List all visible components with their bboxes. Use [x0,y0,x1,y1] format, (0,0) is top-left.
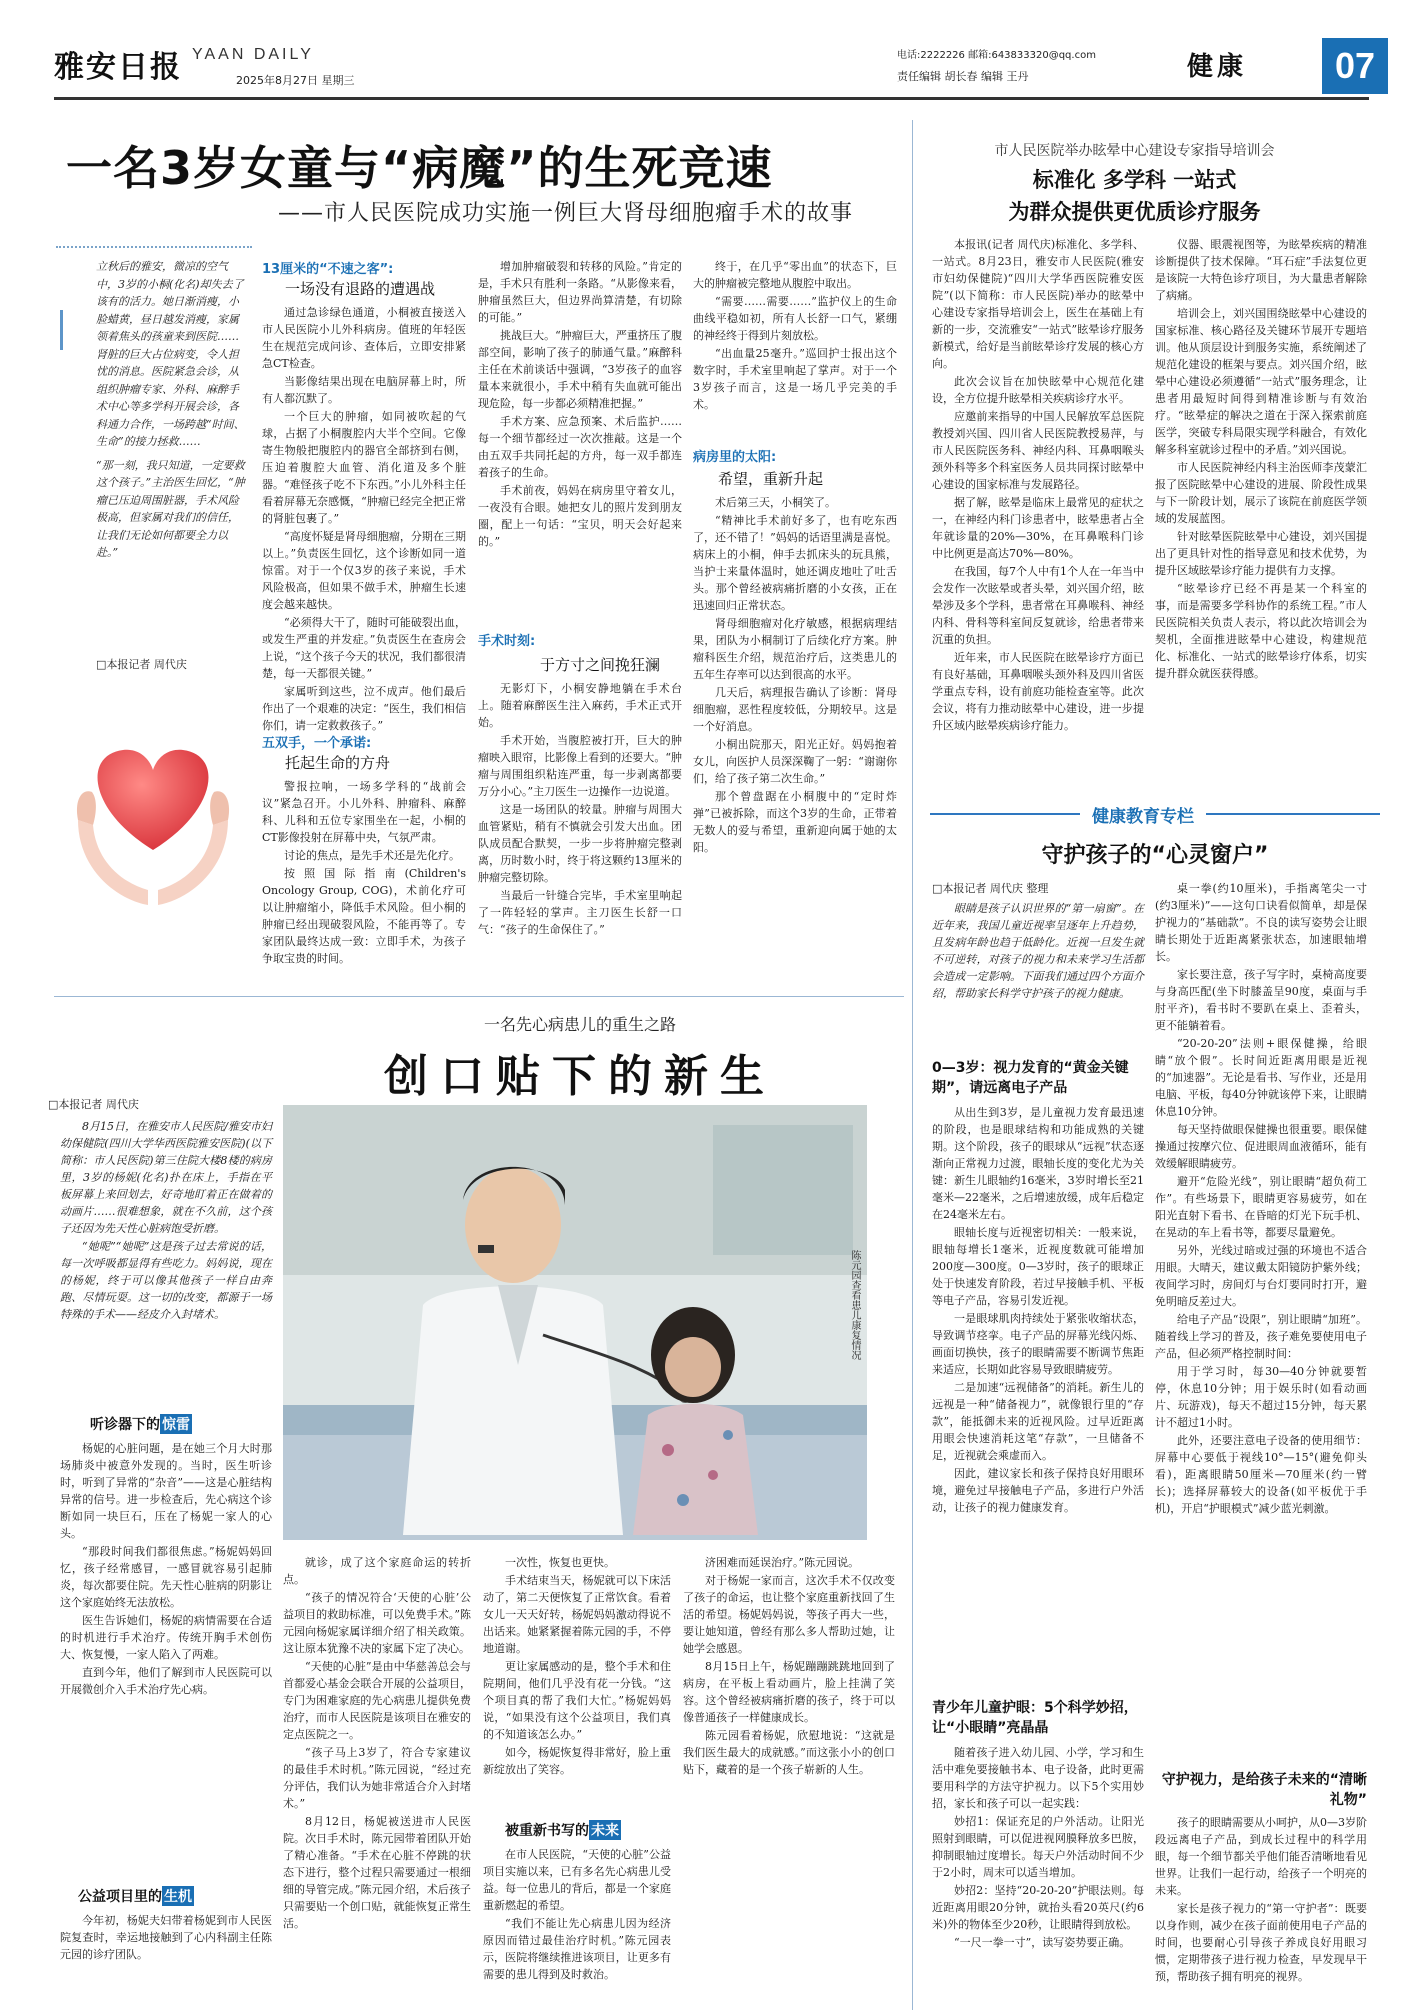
intro-quote: “那一刻，我只知道，一定要救这个孩子。”主治医生回忆，“肿瘤已压迫周围脏器，手术风险极高，但家属对我们的信任，让我们无论如何都要全力以赴。” [96,458,245,559]
paragraph: 那个曾盘踞在小桐腹中的“定时炸弹”已被拆除，而这个3岁的生命，正带着无数人的爱与希望，重新迎向属于她的太阳。 [693,790,897,854]
masthead [54,38,1376,100]
story2-subhead-3 [505,1820,621,1840]
paragraph: “眩晕诊疗已经不再是某一个科室的事，而是需要多学科协作的系统工程。”市人民医院相关负责人表示，将以此次培训会为契机，全面推进眩晕中心建设，构建规范化、标准化、一站式的眩晕诊疗体系，切实提升群众就医获得感。 [1155,582,1367,680]
paragraph: “必须得大干了，随时可能破裂出血，或发生严重的并发症。”负责医生在查房会上说，“这个孩子今天的状况，我们都很清楚，每一天都很关键。” [262,616,466,680]
subhead-highlight: 生机 [162,1886,194,1906]
main-subhead-1: 一场没有退路的遭遇战 [285,280,436,298]
main-col-1 [262,304,466,732]
main-subhead-4-kicker: 病房里的太阳: [693,450,777,465]
story2-col-1b [60,1912,272,1992]
paragraph: 直到今年，他们了解到市人民医院可以开展微创介入手术治疗先心病。 [60,1666,272,1696]
photo-caption: 陈元园查看患儿康复情况 [849,1250,860,1360]
intro-text [96,258,246,678]
subhead-highlight: 惊雷 [160,1414,192,1434]
paragraph: 家长要注意，孩子写字时，桌椅高度要与身高匹配(坐下时膝盖呈90度，桌面与手肘平齐)，看书时不要趴在桌上、歪着头，更不能躺着看。 [1155,968,1367,1032]
health-col-1b [932,1744,1144,1994]
subhead-text: 公益项目里的 [78,1889,162,1905]
paragraph: 近年来，市人民医院在眩晕诊疗方面已有良好基础，耳鼻咽喉头颈外科及四川省医学重点专科，设有前庭功能检查室等。此次会议，将有力推动眩晕中心建设，进一步提升区域内眩晕疾病诊疗能力。 [932,651,1144,732]
sidebar-headline [962,164,1307,228]
intro-paragraph: 立秋后的雅安，微凉的空气中，3岁的小桐(化名)却失去了该有的活力。她日渐消瘦，小脸蜡黄，昼日越发消瘦，家属领着焦头的孩童来到医院……肾脏的巨大占位病变，令人担忧的消息。医院紧急会诊，从组织肿瘤专家、外科、麻醉手术中心等多学科开展会诊，各科通力合作，一场跨越“时间、生命”的接力拯救…… [96,260,245,448]
paragraph: 更让家属感动的是，整个手术和住院期间，他们几乎没有花一分钱。“这个项目真的帮了我们大忙。”杨妮妈妈说，“如果没有这个公益项目，我们真的不知道该怎么办。” [483,1660,671,1741]
paragraph: 8月12日，杨妮被送进市人民医院。次日手术时，陈元园带着团队开始了精心准备。“手术在心脏不停跳的状态下进行，整个过程只需要通过一根细细的导管完成。”陈元园介绍，术后孩子只需要贴一个创口贴，就能恢复正常生活。 [283,1815,471,1930]
paragraph: “出血量25毫升。”巡回护士报出这个数字时，手术室里响起了掌声。对于一个3岁孩子而言，这是一场几乎完美的手术。 [693,347,897,411]
paragraph: 此外，还要注意电子设备的使用细节：屏幕中心要低于视线10°—15°(避免仰头看)，距离眼睛50厘米—70厘米(约一臂长)；选择屏幕较大的设备(如平板优于手机)，开启“护眼模式”减少蓝光刺激。 [1155,1434,1367,1515]
paragraph: 当影像结果出现在电脑屏幕上时，所有人都沉默了。 [262,375,466,405]
sidebar-headline-line2: 为群众提供更优质诊疗服务 [1008,200,1261,224]
paragraph: 讨论的焦点，是先手术还是先化疗。 [284,849,460,862]
paragraph: 仪器、眼震视图等，为眩晕疾病的精准诊断提供了技术保障。“耳石症”手法复位更是该院一大特色诊疗项目，为大量患者解除了病痛。 [1155,238,1367,302]
paragraph: “孩子马上3岁了，符合专家建议的最佳手术时机。”陈元园说，“经过充分评估，我们认为她非常适合介入封堵术。” [283,1746,471,1810]
main-col-3 [693,258,897,433]
paragraph: 一是眼球肌肉持续处于紧张收缩状态，导致调节痉挛。电子产品的屏幕光线闪烁、画面切换快，孩子的眼睛需要不断调节焦距来适应，长期如此容易导致眼睛疲劳。 [932,1312,1144,1376]
newspaper-english-name: YAAN DAILY [192,46,314,63]
main-subhead-4: 希望，重新升起 [718,470,824,488]
health-intro [932,900,1144,1050]
quote-bar [60,310,84,350]
paragraph: 增加肿瘤破裂和转移的风险。”肯定的是，手术只有胜利一条路。“从影像来看，肿瘤虽然巨大，但边界尚算清楚，有切除的可能。” [478,260,682,324]
health-section-2-title: 青少年儿童护眼：5个科学妙招，让“小眼睛”亮晶晶 [932,1700,1138,1736]
paragraph: 因此，建议家长和孩子保持良好用眼环境，避免过早接触电子产品，多进行户外活动，让孩子的视力健康发育。 [932,1467,1144,1514]
paragraph: 孩子的眼睛需要从小呵护，从0—3岁阶段远离电子产品，到成长过程中的科学用眼，每一个细节都关乎他们能否清晰地看见世界。让我们一起行动，给孩子一个明亮的未来。 [1155,1816,1367,1897]
paragraph: “需要……需要……”监护仪上的生命曲线平稳如初，所有人长舒一口气，紧绷的神经终于得到片刻放松。 [693,295,897,342]
health-column-headline: 守护孩子的“心灵窗户” [1041,843,1269,868]
story2-byline: □本报记者 周代庆 [48,1098,139,1111]
paragraph: “她呢”“她呢”这是孩子过去常说的话，每一次呼吸都显得有些吃力。妈妈说，现在的杨妮，终于可以像其他孩子一样自由奔跑、尽情玩耍。这一切的改变，都源于一场特殊的手术——经皮介入封堵术。 [60,1240,272,1321]
column-divider [912,120,913,2010]
paragraph: 据了解，眩晕是临床上最常见的症状之一，在神经内科门诊患者中，眩晕患者占全年就诊量的20%—30%，在耳鼻喉科门诊中比例更是高达70%—80%。 [932,496,1144,560]
sidebar-col-1 [932,236,1144,788]
story2-col-3b [483,1846,671,1994]
story2-col-2 [283,1554,471,1994]
main-subhead-2: 托起生命的方舟 [285,754,391,772]
health-column-label: 健康教育专栏 [1080,802,1206,827]
paragraph: 手术结束当天，杨妮就可以下床活动了，第二天便恢复了正常饮食。看着女儿一天天好转，杨妮妈妈激动得说不出话来。她紧紧握着陈元园的手，不停地道谢。 [483,1574,671,1655]
sidebar-kicker: 市人民医院举办眩晕中心建设专家指导培训会 [994,143,1275,159]
story2-photo [283,1105,867,1540]
health-col-2 [1155,880,1367,1760]
health-col-1 [932,1104,1144,1684]
issue-date: 2025年8月27日 星期三 [236,74,355,87]
paragraph: 肾母细胞瘤对化疗敏感，根据病理结果，团队为小桐制订了后续化疗方案。肿瘤科医生介绍，规范治疗后，这类患儿的五年生存率可以达到很高的水平。 [693,617,897,681]
main-subheadline: ——市人民医院成功实施一例巨大肾母细胞瘤手术的故事 [278,201,854,226]
paragraph: 终于，在几乎“零出血”的状态下，巨大的肿瘤被完整地从腹腔中取出。 [693,260,897,290]
main-col-1b [262,778,466,983]
paragraph: 妙招2：坚持“20-20-20”护眼法则。每近距离用眼20分钟，就抬头看20英尺(约6米)外的物体至少20秒，让眼睛得到放松。 [932,1884,1144,1931]
paragraph: 济困难而延误治疗。”陈元园说。 [705,1556,860,1569]
paragraph: 针对眩晕医院眩晕中心建设，刘兴国提出了更具针对性的指导意见和技术优势，为提升区域眩晕诊疗能力提供有力支撑。 [1155,530,1367,577]
subhead-text: 听诊器下的 [90,1417,160,1433]
paragraph: 家属听到这些，泣不成声。他们最后作出了一个艰难的决定：“医生，我们相信你们，请一定救救孩子。” [262,685,466,732]
main-subhead-3: 于方寸之间挽狂澜 [540,656,661,674]
paragraph: 妙招1：保证充足的户外活动。让阳光照射到眼睛，可以促进视网膜释放多巴胺，抑制眼轴过度增长。每天户外活动时间不少于2小时，周末可以适当增加。 [932,1815,1144,1879]
paragraph: 每天坚持做眼保健操也很重要。眼保健操通过按摩穴位、促进眼周血液循环，能有效缓解眼睛疲劳。 [1155,1123,1367,1170]
subhead-text: 被重新书写的 [505,1823,589,1839]
editor-credits: 责任编辑 胡长春 编辑 王丹 [897,70,1029,83]
main-byline: □本报记者 周代庆 [96,658,187,671]
doctor-with-child-photo [283,1105,867,1540]
main-col-3b [693,494,897,982]
main-headline: 一名3岁女童与“病魔”的生死竞速 [66,141,773,195]
health-section-1-title: 0—3岁：视力发育的“黄金关键期”，请远离电子产品 [932,1060,1129,1096]
paragraph: 另外，光线过暗或过强的环境也不适合用眼。大晴天，建议戴太阳镜防护紫外线；夜间学习时，房间灯与台灯要同时打开，避免明暗反差过大。 [1155,1244,1367,1308]
paragraph: 这是一场团队的较量。肿瘤与周围大血管紧贴，稍有不慎就会引发大出血。团队成员配合默契，一步一步将肿瘤完整剥离，历时数小时，终于将这颗约13厘米的肿瘤完整切除。 [478,803,682,884]
paragraph: 手术前夜，妈妈在病房里守着女儿，一夜没有合眼。她把女儿的照片发到朋友圈，配上一句话：“宝贝，明天会好起来的。” [478,484,682,548]
main-col-2b [478,680,682,982]
paragraph: 医生告诉她们，杨妮的病情需要在合适的时机进行手术治疗。传统开胸手术创伤大、恢复慢，一家人陷入了两难。 [60,1614,272,1661]
paragraph: 8月15日，在雅安市人民医院/雅安市妇幼保健院(四川大学华西医院雅安医院)(以下简称：市人民医院)第三住院大楼8楼的病房里，3岁的杨妮(化名)扑在床上，手指在平板屏幕上来回划去，好奇地盯着正在做着的动画片……很难想象，就在不久前，这个孩子还因为先天性心脏病饱受折磨。 [60,1120,272,1235]
section-name: 健康 [1187,52,1248,82]
story2-col-4 [683,1554,895,1994]
main-subhead-3-kicker: 手术时刻: [478,634,536,649]
paragraph: 杨妮的心脏问题，是在她三个月大时那场肺炎中被意外发现的。当时，医生听诊时，听到了异常的“杂音”——这是心脏结构异常的信号。进一步检查后，先心病这个诊断如同一块巨石，压在了杨妮一家人的心头。 [60,1442,272,1540]
paragraph: 桌一拳(约10厘米)，手指离笔尖一寸(约3厘米)”——这句口诀看似简单，却是保护视力的“基础款”。不良的读写姿势会让眼睛长期处于近距离紧张状态，加速眼轴增长。 [1155,882,1367,963]
story2-col-1 [60,1440,272,1872]
subhead-highlight: 未来 [589,1820,621,1840]
story-divider [54,996,904,997]
paragraph: 陈元园看着杨妮，欣慰地说：“这就是我们医生最大的成就感。”而这张小小的创口贴下，藏着的是一个孩子崭新的人生。 [683,1729,895,1776]
paragraph: “精神比手术前好多了，也有吃东西了，还不错了！”妈妈的话语里满是喜悦。病床上的小桐，伸手去抓床头的玩具熊，当护士来量体温时，她还调皮地吐了吐舌头。那个曾经被病痛折磨的小女孩，正在迅速回归正常状态。 [693,514,897,612]
paragraph: 家长是孩子视力的“第一守护者”：既要以身作则，减少在孩子面前使用电子产品的时间，也要耐心引导孩子养成良好用眼习惯，定期带孩子进行视力检查，早发现早干预，帮助孩子拥有明亮的视界。 [1155,1902,1367,1983]
paragraph: 避开“危险光线”，别让眼睛“超负荷工作”。有些场景下，眼睛更容易疲劳，如在阳光直射下看书、在昏暗的灯光下玩手机、在晃动的车上看书等，都要尽量避免。 [1155,1175,1367,1239]
paragraph: “高度怀疑是肾母细胞瘤，分期在三期以上。”负责医生回忆，这个诊断如同一道惊雷。对于一个仅3岁的孩子来说，手术风险极高，但如果不做手术，肿瘤生长速度会越来越快。 [262,530,466,611]
paragraph: 随着孩子进入幼儿园、小学，学习和生活中难免要接触书本、电子设备，此时更需要用科学的方法守护视力。以下5个实用妙招，家长和孩子可以一起实践： [932,1746,1144,1810]
paragraph: 如今，杨妮恢复得非常好，脸上重新绽放出了笑容。 [483,1746,671,1776]
story2-headline: 创口贴下的新生 [384,1051,776,1102]
paragraph: 手术方案、应急预案、术后监护……每一个细节都经过一次次推敲。这是一个由五双手共同托起的方舟，每一双手都连着孩子的生命。 [478,415,682,479]
health-byline: □本报记者 周代庆 整理 [932,882,1049,895]
paragraph: 挑战巨大。“肿瘤巨大，严重挤压了腹部空间，影响了孩子的肺通气量。”麻醉科主任在术前谈话中强调，“3岁孩子的血容量本来就很小，手术中稍有失血就可能出现危险，每一步都必须精准把握。” [478,329,682,410]
main-subhead-2-kicker: 五双手，一个承诺: [262,736,372,751]
paragraph: 市人民医院神经内科主治医师李茂蒙汇报了医院眩晕中心建设的进展、阶段性成果与下一阶段计划，展示了该院在前庭医学领域的发展蓝图。 [1155,461,1367,525]
paragraph: 警报拉响，一场多学科的“战前会议”紧急召开。小儿外科、肿瘤科、麻醉科、儿科和五位专家围坐在一起，小桐的CT影像投射在屏幕中央，气氛严肃。 [262,780,466,844]
paragraph: 通过急诊绿色通道，小桐被直接送入市人民医院小儿外科病房。值班的年轻医生在规范完成问诊、查体后，立即安排紧急CT检查。 [262,306,466,370]
paragraph: 8月15日上午，杨妮蹦蹦跳跳地回到了病房，在平板上看动画片，脸上挂满了笑容。这个曾经被病痛折磨的孩子，终于可以像普通孩子一样健康成长。 [683,1660,895,1724]
contact-info: 电话:2222226 邮箱:643833320@qq.com [897,50,1096,61]
paragraph: “孩子的情况符合‘天使的心脏’公益项目的救助标准，可以免费手术。”陈元园向杨妮家属详细介绍了相关政策。这让原本犹豫不决的家属下定了决心。 [283,1591,471,1655]
story2-intro [60,1118,272,1403]
paragraph: “20-20-20”法则+眼保健操，给眼睛“放个假”。长时间近距离用眼是近视的“加速器”。无论是看书、写作业，还是用电脑、平板，每40分钟就该停下来，让眼睛休息10分钟。 [1155,1037,1367,1118]
story2-kicker: 一名先心病患儿的重生之路 [483,1015,676,1034]
main-col-2 [478,258,682,613]
paragraph: 眼轴长度与近视密切相关：一般来说，眼轴每增长1毫米，近视度数就可能增加200度—300度。0—3岁时，孩子的眼球正处于快速发育阶段，若过早接触手机、平板等电子产品，容易引发近视。 [932,1226,1144,1307]
paragraph: 一次性，恢复也更快。 [505,1556,615,1569]
paragraph: 二是加速“远视储备”的消耗。新生儿的远视是一种“储备视力”，就像银行里的“存款”，能抵御未来的近视风险。过早近距离用眼会快速消耗这笔“存款”，一旦储备不足，近视就会乘虚而入。 [932,1381,1144,1462]
paragraph: 给电子产品“设限”，别让眼睛“加班”。随着线上学习的普及，孩子难免要使用电子产品，但必须严格控制时间： [1155,1313,1367,1360]
health-section-3-title: 守护视力，是给孩子未来的“清晰礼物” [1161,1772,1367,1808]
paragraph: 手术开始，当腹腔被打开，巨大的肿瘤映入眼帘，比影像上看到的还要大。“肿瘤与周围组织粘连严重，每一步剥离都要万分小心。”主刀医生一边操作一边说道。 [478,734,682,798]
paragraph: 今年初，杨妮夫妇带着杨妮到市人民医院复查时，幸运地接触到了心内科副主任陈元园的诊疗团队。 [60,1914,272,1961]
paragraph: 按照国际指南(Children's Oncology Group, COG)，术前化疗可以让肿瘤缩小，降低手术风险。但小桐的肿瘤已经出现破裂风险，不能再等了。专家团队最终达成一致：立即手术，为孩子争取宝贵的时间。 [262,867,466,965]
paragraph: 培训会上，刘兴国围绕眩晕中心建设的国家标准、核心路径及关键环节展开专题培训。他从顶层设计到服务实施，系统阐述了规范化建设的框架与要点。刘兴国介绍，眩晕中心建设必须遵循“一站式”服务理念，让患者用最短时间得到精准诊断与有效治疗。“眩晕症的解决之道在于深入探索前庭医学，突破专科局限实现学科融合，有效化解多科室就诊过程中的矛盾。”刘兴国说。 [1155,307,1367,456]
paragraph: 在市人民医院，“天使的心脏”公益项目实施以来，已有多名先心病患儿受益。每一位患儿的背后，都是一个家庭重新燃起的希望。 [483,1848,671,1912]
paragraph: 本报讯(记者 周代庆)标准化、多学科、一站式。8月23日，雅安市人民医院(雅安市妇幼保健院)“四川大学华西医院雅安医院”(以下简称：市人民医院)举办的眩晕中心建设专家指导培训会上，医生在基础上有新的一步，交流雅安“一站式”眩晕诊疗服务新模式，给好是当前眩晕诊疗发展的核心方向。 [932,238,1144,370]
paragraph: 当最后一针缝合完毕，手术室里响起了一阵轻轻的掌声。主刀医生长舒一口气：“孩子的生命保住了。” [478,889,682,936]
paragraph: 用于学习时，每30—40分钟就要暂停，休息10分钟；用于娱乐时(如看动画片、玩游戏)，每天不超过15分钟，每天累计不超过1小时。 [1155,1365,1367,1429]
story2-subhead-1 [90,1414,192,1434]
paragraph: 小桐出院那天，阳光正好。妈妈抱着女儿，向医护人员深深鞠了一躬：“谢谢你们，给了孩子第二次生命。” [693,738,897,785]
paragraph: “我们不能让先心病患儿因为经济原因而错过最佳治疗时机。”陈元园表示，医院将继续推进该项目，让更多有需要的患儿得到及时救治。 [483,1917,671,1981]
paragraph: 在我国，每7个人中有1个人在一年当中会发作一次眩晕或者头晕，刘兴国介绍，眩晕涉及多个学科，患者常在耳鼻喉科、神经内科、骨科等科室间反复就诊，给患者带来沉重的负担。 [932,565,1144,646]
paragraph: 对于杨妮一家而言，这次手术不仅改变了孩子的命运，也让整个家庭重新找回了生活的希望。杨妮妈妈说，等孩子再大一些，要让她知道，曾经有那么多人帮助过她，让她学会感恩。 [683,1574,895,1655]
health-column-banner [930,802,1380,826]
story2-subhead-2 [78,1886,194,1906]
page-number: 07 [1322,38,1388,94]
paragraph: “那段时间我们都很焦虑。”杨妮妈妈回忆，孩子经常感冒，一感冒就容易引起肺炎，每次都要住院。先天性心脏病的阴影让这个家庭始终无法放松。 [60,1545,272,1609]
story2-col-3 [483,1554,671,1804]
heart-in-hands-icon [48,700,258,930]
paragraph: 一个巨大的肿瘤，如同被吹起的气球，占据了小桐腹腔内大半个空间。它像寄生物般把腹腔内的器官全部挤到右侧，压迫着腹腔大血管、消化道及多个脏器。“难怪孩子吃不下东西。”小儿外科主任看着屏幕无奈感慨，“肿瘤已经完全把正常的肾脏包裹了。” [262,410,466,525]
paragraph: 无影灯下，小桐安静地躺在手术台上。随着麻醉医生注入麻药，手术正式开始。 [478,682,682,729]
paragraph: 应邀前来指导的中国人民解放军总医院教授刘兴国、四川省人民医院教授易萍，与市人民医院医务科、神经内科、耳鼻咽喉头颈外科等多个科室医务人员共同探讨眩晕中心建设的国家标准与发展路径。 [932,410,1144,491]
sidebar-col-2 [1155,236,1367,788]
main-subhead-1-kicker: 13厘米的“不速之客”: [262,262,394,277]
paragraph: 眼睛是孩子认识世界的“第一扇窗”。在近年来，我国儿童近视率呈逐年上升趋势，且发病年龄也趋于低龄化。近视一旦发生就不可逆转，对孩子的视力和未来学习生活都会造成一定影响。下面我们通过四个方面介绍，帮助家长科学守护孩子的视力健康。 [932,902,1144,1000]
paragraph: 几天后，病理报告确认了诊断：肾母细胞瘤，恶性程度较低，分期较早。这是一个好消息。 [693,686,897,733]
paragraph: “一尺一拳一寸”，读写姿势要正确。 [954,1936,1131,1949]
newspaper-logo: 雅安日报 [54,50,182,85]
paragraph: “天使的心脏”是由中华慈善总会与首都爱心基金会联合开展的公益项目，专门为困难家庭的先心病患儿提供免费治疗，而市人民医院是该项目在雅安的定点医院之一。 [283,1660,471,1741]
paragraph: 从出生到3岁，是儿童视力发育最迅速的阶段，也是眼球结构和功能成熟的关键期。这个阶段，孩子的眼球从“远视”状态逐渐向正常视力过渡，眼轴长度的变化尤为关键：新生儿眼轴约16毫米，3岁时增长至21毫米—22毫米，之后增速放缓，成年后稳定在24毫米左右。 [932,1106,1144,1221]
sidebar-headline-line1: 标准化 多学科 一站式 [1032,168,1237,192]
health-col-2b [1155,1814,1367,1994]
paragraph: 术后第三天，小桐笑了。 [715,496,836,509]
paragraph: 此次会议旨在加快眩晕中心规范化建设，全方位提升眩晕相关疾病诊疗水平。 [932,375,1144,405]
paragraph: 就诊，成了这个家庭命运的转折点。 [283,1556,471,1586]
